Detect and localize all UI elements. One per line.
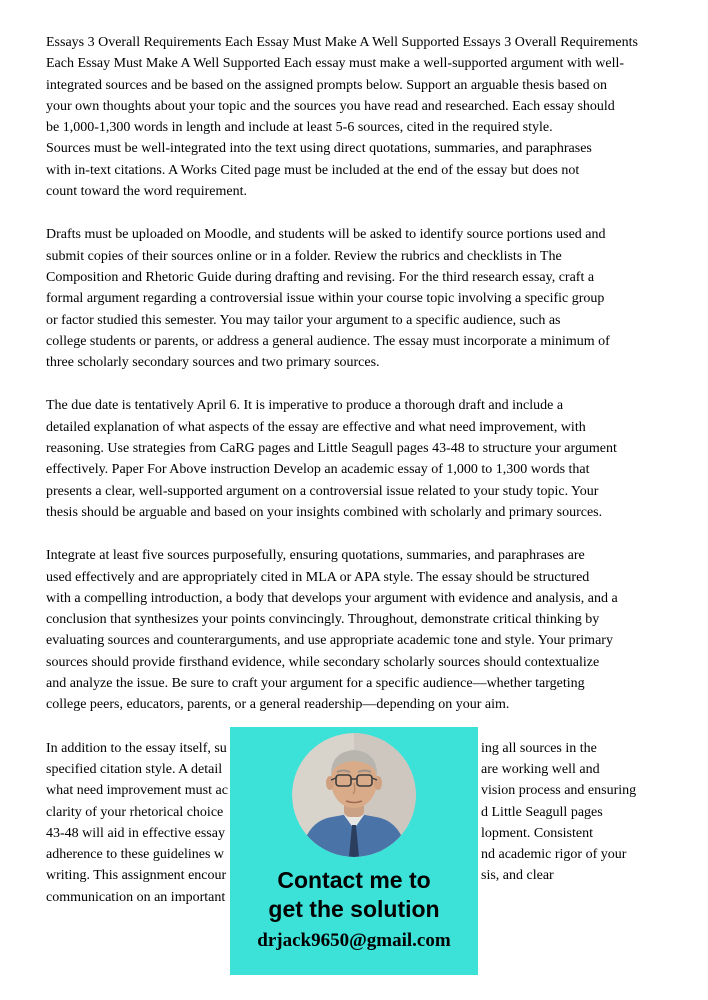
text-line: or factor studied this semester. You may tailor your argument to a specific audience, such as [46,312,561,328]
tutor-photo [292,733,416,857]
paragraph [46,395,666,523]
text-fragment-right: sis, and clear [481,868,554,884]
text-line: formal argument regarding a controversial issue within your course topic involving a specific group [46,291,605,307]
text-fragment-left: In addition to the essay itself, su [46,740,227,756]
text-line: conclusion that synthesizes your points convincingly. Throughout, demonstrate critical thinking by [46,612,600,628]
text-line: Composition and Rhetoric Guide during drafting and revising. For the third research essay, craft a [46,269,595,285]
text-line: Drafts must be uploaded on Moodle, and students will be asked to identify source portions used and [46,227,606,243]
text-line: count toward the word requirement. [46,184,247,200]
text-fragment-right: lopment. Consistent [481,825,593,841]
contact-headline [268,866,439,924]
text-line: college students or parents, or address a general audience. The essay must incorporate a minimum of [46,333,610,349]
text-line: with in-text citations. A Works Cited page must be included at the end of the essay but does not [46,162,580,178]
text-line: Sources must be well-integrated into the text using direct quotations, summaries, and paraphrases [46,141,592,157]
text-fragment-right: are working well and [481,761,600,777]
text-fragment-left: what need improvement must ac [46,783,228,799]
text-fragment-right: nd academic rigor of your [481,847,627,863]
paragraph [46,32,666,202]
text-line: submit copies of their sources online or in a folder. Review the rubrics and checklists in The [46,248,562,264]
promo-overlay [230,727,478,975]
text-line: your own thoughts about your topic and the sources you have read and researched. Each essay should [46,98,615,114]
text-fragment-right: ing all sources in the [481,740,597,756]
text-line: and analyze the issue. Be sure to craft your argument for a specific audience—whether targeting [46,676,585,692]
text-line: detailed explanation of what aspects of the essay are effective and what need improvement, with [46,419,586,435]
text-line: presents a clear, well-supported argument on a controversial issue related to your study topic. Your [46,483,599,499]
text-fragment-left: clarity of your rhetorical choice [46,804,224,820]
text-line: college peers, educators, parents, or a general readership—depending on your aim. [46,697,510,713]
paragraph [46,224,666,373]
text-line: Essays 3 Overall Requirements Each Essay Must Make A Well Supported Essays 3 Overall Requirements [46,35,638,50]
person-portrait-icon [292,844,416,857]
text-line: used effectively and are appropriately cited in MLA or APA style. The essay should be structured [46,569,590,585]
text-line: thesis should be arguable and based on your insights combined with scholarly and primary sources. [46,504,603,520]
text-line: Each Essay Must Make A Well Supported Each essay must make a well-supported argument with well- [46,56,625,72]
text-line: with a compelling introduction, a body that develops your argument with evidence and analysis, and a [46,590,618,606]
contact-headline-line1: Contact me to [277,867,431,893]
paragraph [46,545,666,715]
text-fragment-left: specified citation style. A detail [46,761,223,777]
text-line: sources should provide firsthand evidence, while secondary scholarly sources should contextualize [46,654,600,670]
text-line: evaluating sources and counterarguments, and use appropriate academic tone and style. Your primary [46,633,613,649]
text-line: effectively. Paper For Above instruction Develop an academic essay of 1,000 to 1,300 words that [46,462,590,478]
text-fragment-right: vision process and ensuring [481,783,637,799]
text-line: three scholarly secondary sources and two primary sources. [46,355,380,371]
text-line: reasoning. Use strategies from CaRG pages and Little Seagull pages 43-48 to structure your argument [46,441,617,457]
contact-headline-line2: get the solution [268,896,440,922]
text-fragment-left: communication on an important [46,889,226,905]
text-line: be 1,000-1,300 words in length and include at least 5-6 sources, cited in the required style. [46,120,553,136]
text-fragment-left: writing. This assignment encour [46,868,227,884]
text-fragment-left: 43-48 will aid in effective essay [46,825,225,841]
contact-email: drjack9650@gmail.com [257,930,451,951]
text-fragment-left: adherence to these guidelines w [46,847,225,863]
text-line: The due date is tentatively April 6. It is imperative to produce a thorough draft and include a [46,398,564,414]
text-line: Integrate at least five sources purposefully, ensuring quotations, summaries, and paraphrases are [46,548,585,564]
text-line: integrated sources and be based on the assigned prompts below. Support an arguable thesis based on [46,77,608,93]
text-fragment-right: d Little Seagull pages [481,804,603,820]
